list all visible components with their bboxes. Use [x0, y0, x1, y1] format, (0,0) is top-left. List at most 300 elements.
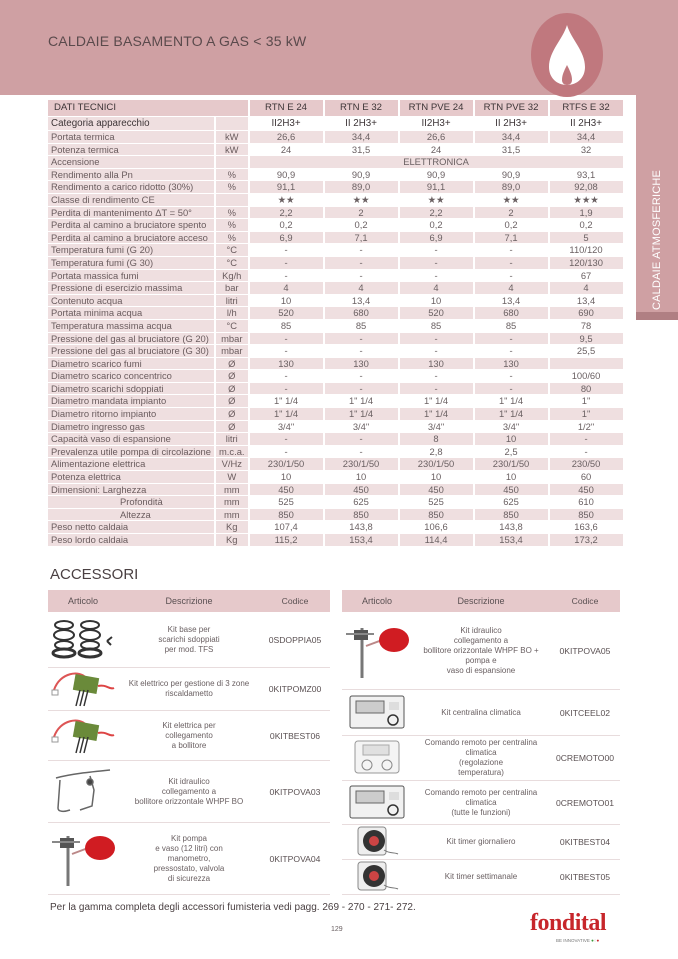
row-value: 25,5 [576, 345, 596, 357]
column-header: Codice [281, 596, 309, 606]
row-value: 450 [400, 484, 473, 496]
row-value: 89,0 [325, 181, 398, 193]
row-value: 114,4 [400, 534, 473, 546]
table-row [48, 433, 623, 445]
row-value: 91,1 [400, 181, 473, 193]
row-label: Perdita al camino a bruciatore acceso [48, 232, 214, 244]
footer-note: Per la gamma completa degli accessori fumisteria vedi pagg. 269 - 270 - 271- 272. [50, 902, 416, 913]
row-value: - [325, 333, 398, 345]
accessory-row [342, 690, 620, 736]
row-value: - [284, 445, 288, 457]
accessory-row [342, 781, 620, 825]
row-value: - [550, 433, 623, 445]
table-row [48, 207, 623, 219]
row-value: - [359, 445, 363, 457]
row-value: 130 [475, 358, 548, 370]
row-unit: % [216, 169, 248, 181]
row-value: 450 [250, 484, 323, 496]
row-value: 34,4 [550, 131, 623, 143]
table-row [48, 484, 623, 496]
row-value: 34,4 [325, 131, 398, 143]
row-label: Rendimento alla Pn [48, 169, 214, 181]
row-value: - [284, 370, 288, 382]
accessory-row [342, 612, 620, 690]
row-value: 106,6 [424, 521, 448, 533]
accessory-image [48, 828, 118, 890]
row-value: - [509, 244, 513, 256]
row-value: 3/4" [277, 420, 295, 432]
flue-rings-icon [50, 619, 116, 661]
row-value: - [325, 257, 398, 269]
row-value: 163,6 [574, 521, 598, 533]
row-value: 93,1 [576, 168, 596, 180]
row-value: 31,5 [501, 143, 521, 155]
row-value: 24 [430, 143, 442, 155]
row-value: 1" 1/4 [498, 395, 524, 407]
accessory-image [342, 782, 412, 824]
row-value: - [584, 445, 588, 457]
row-value: 10 [505, 471, 517, 483]
accessory-code: 0SDOPPIA05 [268, 634, 322, 645]
row-value: 2,2 [250, 207, 323, 219]
row-value: 0,2 [504, 219, 518, 231]
accessory-description: Comando remoto per centralina climatica (regolazione temperatura) [424, 738, 538, 777]
row-value: 230/50 [550, 458, 623, 470]
row-label: Diametro ritorno impianto [48, 408, 214, 420]
row-value: 143,8 [349, 521, 373, 533]
accessory-image [342, 737, 412, 779]
row-value: 450 [475, 484, 548, 496]
model-header: RTN E 24 [250, 100, 323, 116]
row-value: 520 [250, 307, 323, 319]
row-label: Altezza [48, 509, 214, 521]
brand-logo: fondital [530, 910, 607, 936]
row-value: II 2H3+ [495, 118, 527, 129]
row-value: 520 [400, 307, 473, 319]
row-value: 3/4" [502, 420, 520, 432]
row-value: 525 [428, 496, 444, 508]
accessory-description: Kit pompa e vaso (12 litri) con manometro, pressostato, valvola di sicurezza [153, 833, 225, 883]
table-row [48, 408, 623, 420]
row-value: 2,2 [400, 207, 473, 219]
table-row [48, 333, 623, 345]
row-value: 90,9 [276, 168, 296, 180]
row-value: - [250, 383, 323, 395]
row-value: 850 [250, 509, 323, 521]
row-value: 850 [400, 509, 473, 521]
row-label: Peso lordo caldaia [48, 534, 214, 546]
accessory-code: 0KITBEST06 [269, 730, 321, 741]
accessory-row [342, 860, 620, 895]
row-value: 67 [580, 269, 592, 281]
row-value: 10 [475, 433, 548, 445]
row-label: Potenza termica [48, 144, 214, 156]
row-value: 0,2 [354, 219, 368, 231]
table-row [48, 446, 623, 458]
row-label: Diametro scarichi sdoppiati [48, 383, 214, 395]
row-value: 680 [475, 307, 548, 319]
accessories-header-row [48, 590, 330, 612]
row-value: 90,9 [426, 168, 446, 180]
row-value: 0,2 [429, 219, 443, 231]
row-unit: % [216, 207, 248, 219]
row-label: Peso netto caldaia [48, 521, 214, 533]
table-row [48, 307, 623, 319]
accessory-description: Kit idraulico collegamento a bollitore orizzontale WHPF BO + pompa e vaso di espansione [423, 625, 539, 675]
row-unit: Ø [216, 358, 248, 370]
table-row [48, 144, 623, 156]
accessory-image [48, 668, 118, 710]
row-label: Contenuto acqua [48, 295, 214, 307]
table-row [48, 395, 623, 407]
row-label: Prevalenza utile pompa di circolazione [48, 446, 214, 458]
accessory-description: Kit base per scarichi sdoppiati per mod. TFS [158, 624, 220, 654]
row-label: Pressione del gas al bruciatore (G 30) [48, 345, 214, 357]
row-value: - [509, 269, 513, 281]
row-unit: Ø [216, 408, 248, 420]
row-value: ★★ [277, 193, 295, 205]
row-unit: litri [216, 433, 248, 445]
row-value: 143,8 [499, 521, 523, 533]
accessories-header-row [342, 590, 620, 612]
row-value: 4 [475, 282, 548, 294]
row-value: - [400, 383, 473, 395]
row-value: 10 [430, 471, 442, 483]
accessory-image [342, 620, 412, 682]
row-label: Pressione di esercizio massima [48, 282, 214, 294]
row-value: 85 [280, 319, 292, 331]
row-value [550, 358, 623, 370]
accessory-description: Kit elettrico per gestione di 3 zone riscaldametto [128, 679, 250, 698]
timer-icon [352, 825, 402, 859]
accessory-code: 0CREMOTO01 [555, 797, 615, 808]
row-label: Profondità [48, 496, 214, 508]
pump-vessel-icon [50, 828, 116, 890]
row-value: 525 [278, 496, 294, 508]
accessory-row [48, 761, 330, 823]
table-row [48, 496, 623, 508]
accessory-description: Comando remoto per centralina climatica (tutte le funzioni) [424, 787, 538, 817]
table-row [48, 169, 623, 181]
circuit-board-icon [50, 668, 116, 710]
accessory-description: Kit idraulico collegamento a bollitore orizzontale WHPF BO [134, 776, 244, 806]
row-value: 1" [550, 408, 623, 420]
row-value: 4 [325, 282, 398, 294]
row-label: Capacità vaso di espansione [48, 433, 214, 445]
row-value: II 2H3+ [345, 118, 377, 129]
row-value: 78 [580, 319, 592, 331]
row-unit: mbar [216, 345, 248, 357]
row-label: Perdita di mantenimento ΔT = 50° [48, 207, 214, 219]
table-row [48, 509, 623, 521]
row-label: Accensione [48, 156, 214, 168]
accessories-title: ACCESSORI [50, 566, 139, 583]
row-value: 450 [325, 484, 398, 496]
row-value: 1" 1/4 [325, 408, 398, 420]
row-value: ★★★ [573, 193, 599, 205]
row-value: 0,2 [279, 219, 293, 231]
accessory-description: Kit timer settimanale [444, 872, 518, 881]
row-value: 3/4" [427, 420, 445, 432]
accessory-image [342, 825, 412, 859]
row-value: ★★ [352, 193, 370, 205]
row-value: - [475, 257, 548, 269]
table-row [48, 345, 623, 357]
row-value: 1" 1/4 [475, 408, 548, 420]
row-unit: bar [216, 282, 248, 294]
technical-data-table [46, 99, 625, 547]
model-header: RTN E 32 [325, 100, 398, 116]
row-value: 130 [250, 358, 323, 370]
row-label: Classe di rendimento CE [48, 194, 214, 206]
table-row [48, 295, 623, 307]
table-row [48, 320, 623, 332]
row-value: 85 [505, 319, 517, 331]
row-value: 173,2 [550, 534, 623, 546]
row-label: Potenza elettrica [48, 471, 214, 483]
row-value: - [509, 370, 513, 382]
brand-tagline: BE INNOVATIVE ●○● [556, 938, 600, 943]
row-unit: Kg [216, 521, 248, 533]
table-row [48, 194, 623, 206]
row-value: 2 [325, 207, 398, 219]
page-number: 129 [331, 926, 343, 933]
model-header: RTN PVE 32 [475, 100, 548, 116]
row-value: II2H3+ [271, 118, 301, 129]
row-value: 10 [355, 471, 367, 483]
row-value: 153,4 [325, 534, 398, 546]
table-row [48, 257, 623, 269]
row-value: II2H3+ [421, 118, 451, 129]
row-unit: m.c.a. [216, 446, 248, 458]
row-value: - [475, 383, 548, 395]
row-label: Portata massica fumi [48, 270, 214, 282]
table-row [48, 358, 623, 370]
row-unit: °C [216, 320, 248, 332]
row-value: 1" 1/4 [400, 408, 473, 420]
row-unit: Ø [216, 383, 248, 395]
row-value: - [284, 244, 288, 256]
row-value: 1,9 [550, 207, 623, 219]
row-value: 690 [550, 307, 623, 319]
row-value: II 2H3+ [570, 118, 602, 129]
row-value: 610 [578, 496, 594, 508]
row-value: ELETTRONICA [250, 156, 623, 168]
row-value: 230/1/50 [325, 458, 398, 470]
timer-icon [352, 860, 402, 894]
page-title: CALDAIE BASAMENTO A GAS < 35 kW [48, 33, 307, 49]
row-value: 153,4 [475, 534, 548, 546]
row-value: ★★ [427, 193, 445, 205]
row-unit: % [216, 232, 248, 244]
column-header: Descrizione [165, 596, 213, 606]
row-unit: mm [216, 496, 248, 508]
row-value: 1" 1/4 [348, 395, 374, 407]
flame-icon [531, 13, 603, 97]
pump-vessel-icon [344, 620, 410, 682]
row-value: 6,9 [250, 232, 323, 244]
row-value: - [325, 383, 398, 395]
row-value: 26,6 [400, 131, 473, 143]
row-value: - [284, 345, 288, 357]
row-unit: l/h [216, 307, 248, 319]
row-label: Diametro scarico concentrico [48, 370, 214, 382]
side-tab-divider [636, 312, 678, 320]
row-label: Diametro mandata impianto [48, 395, 214, 407]
row-value: 32 [580, 143, 592, 155]
row-value: 13,4 [576, 294, 596, 306]
row-value: 130 [325, 358, 398, 370]
row-value: 2,5 [504, 445, 518, 457]
row-unit: °C [216, 257, 248, 269]
row-value: 89,0 [475, 181, 548, 193]
row-value: 680 [325, 307, 398, 319]
row-value: - [509, 345, 513, 357]
row-unit: Kg/h [216, 270, 248, 282]
row-value: 90,9 [501, 168, 521, 180]
table-row [48, 521, 623, 533]
row-unit: °C [216, 244, 248, 256]
accessory-code: 0KITPOVA04 [269, 853, 321, 864]
row-value: 230/1/50 [475, 458, 548, 470]
row-value: 850 [550, 509, 623, 521]
row-value: 130 [400, 358, 473, 370]
row-label: Categoria apparecchio [48, 117, 214, 130]
accessory-code: 0KITPOVA05 [559, 645, 611, 656]
table-row [48, 181, 623, 193]
row-value: 34,4 [475, 131, 548, 143]
row-value: 7,1 [475, 232, 548, 244]
row-unit: mbar [216, 333, 248, 345]
row-value: 1" 1/4 [423, 395, 449, 407]
table-row [48, 282, 623, 294]
row-value: - [359, 370, 363, 382]
row-value: 85 [430, 319, 442, 331]
row-value: 625 [503, 496, 519, 508]
row-value: - [400, 333, 473, 345]
row-label: Diametro ingresso gas [48, 421, 214, 433]
controller-icon [347, 692, 407, 734]
row-value: 1" [581, 395, 591, 407]
table-row [48, 244, 623, 256]
row-value: 850 [325, 509, 398, 521]
row-value: 1" 1/4 [250, 408, 323, 420]
row-value: - [400, 257, 473, 269]
model-header: RTFS E 32 [550, 100, 623, 116]
row-value: 0,2 [579, 219, 593, 231]
accessory-description: Kit centralina climatica [441, 707, 521, 717]
accessory-row [48, 668, 330, 711]
row-label: Diametro scarico fumi [48, 358, 214, 370]
accessory-image [342, 860, 412, 894]
table-row [48, 421, 623, 433]
row-value: - [250, 433, 323, 445]
row-value: 2 [475, 207, 548, 219]
table-row [48, 131, 623, 143]
row-unit: V/Hz [216, 458, 248, 470]
pipes-icon [50, 766, 116, 818]
row-value: 100/60 [571, 370, 601, 382]
accessory-code: 0KITBEST05 [559, 872, 611, 882]
accessory-row [342, 736, 620, 781]
row-value: 6,9 [400, 232, 473, 244]
row-unit: mm [216, 509, 248, 521]
row-value: - [434, 244, 438, 256]
accessory-row [342, 825, 620, 860]
accessory-image [48, 715, 118, 757]
table-row [48, 458, 623, 470]
table-row [48, 370, 623, 382]
accessory-description: Kit elettrica per collegamento a bollitore [162, 720, 216, 750]
accessory-code: 0CREMOTO00 [555, 753, 615, 763]
row-value: 10 [280, 471, 292, 483]
row-value: 850 [475, 509, 548, 521]
table-row [48, 471, 623, 483]
row-unit: kW [216, 144, 248, 156]
row-value: 450 [550, 484, 623, 496]
row-value: 90,9 [351, 168, 371, 180]
row-value: - [284, 269, 288, 281]
row-value: 7,1 [325, 232, 398, 244]
row-value: - [359, 244, 363, 256]
table-row [48, 534, 623, 546]
row-value: 1" 1/4 [273, 395, 299, 407]
row-value: 4 [400, 282, 473, 294]
side-tab-label: CALDAIE ATMOSFERICHE [651, 169, 664, 311]
row-value: 10 [430, 294, 442, 306]
row-unit: kW [216, 131, 248, 143]
row-value: 13,4 [351, 294, 371, 306]
row-unit: Ø [216, 370, 248, 382]
row-value: 230/1/50 [250, 458, 323, 470]
accessory-image [342, 692, 412, 734]
row-value: - [359, 345, 363, 357]
row-label: Temperatura fumi (G 30) [48, 257, 214, 269]
table-row [48, 117, 623, 130]
row-value: 10 [280, 294, 292, 306]
row-value: - [325, 433, 398, 445]
row-value: 107,4 [274, 521, 298, 533]
row-unit: Kg [216, 534, 248, 546]
controller-icon [347, 782, 407, 824]
row-label: Dimensioni: Larghezza [48, 484, 214, 496]
row-value: 230/1/50 [400, 458, 473, 470]
accessory-code: 0KITCEEL02 [559, 707, 611, 718]
table-header-row [48, 100, 623, 116]
row-label: Alimentazione elettrica [48, 458, 214, 470]
row-label: Temperatura fumi (G 20) [48, 244, 214, 256]
circuit-board-icon [50, 715, 116, 757]
row-unit [216, 194, 248, 206]
row-value: 3/4" [352, 420, 370, 432]
accessories-table-right [342, 590, 620, 895]
table-row [48, 232, 623, 244]
row-value: 92,08 [550, 181, 623, 193]
remote-icon [347, 737, 407, 779]
row-value: 4 [250, 282, 323, 294]
accessories-table-left [48, 590, 330, 895]
row-unit: W [216, 471, 248, 483]
row-value: - [434, 345, 438, 357]
row-value: - [250, 257, 323, 269]
row-unit: Ø [216, 421, 248, 433]
accessory-code: 0KITPOVA03 [269, 786, 321, 797]
row-value: 85 [355, 319, 367, 331]
row-value: - [475, 333, 548, 345]
accessory-image [48, 766, 118, 818]
row-value: 60 [580, 471, 592, 483]
row-value: 80 [550, 383, 623, 395]
